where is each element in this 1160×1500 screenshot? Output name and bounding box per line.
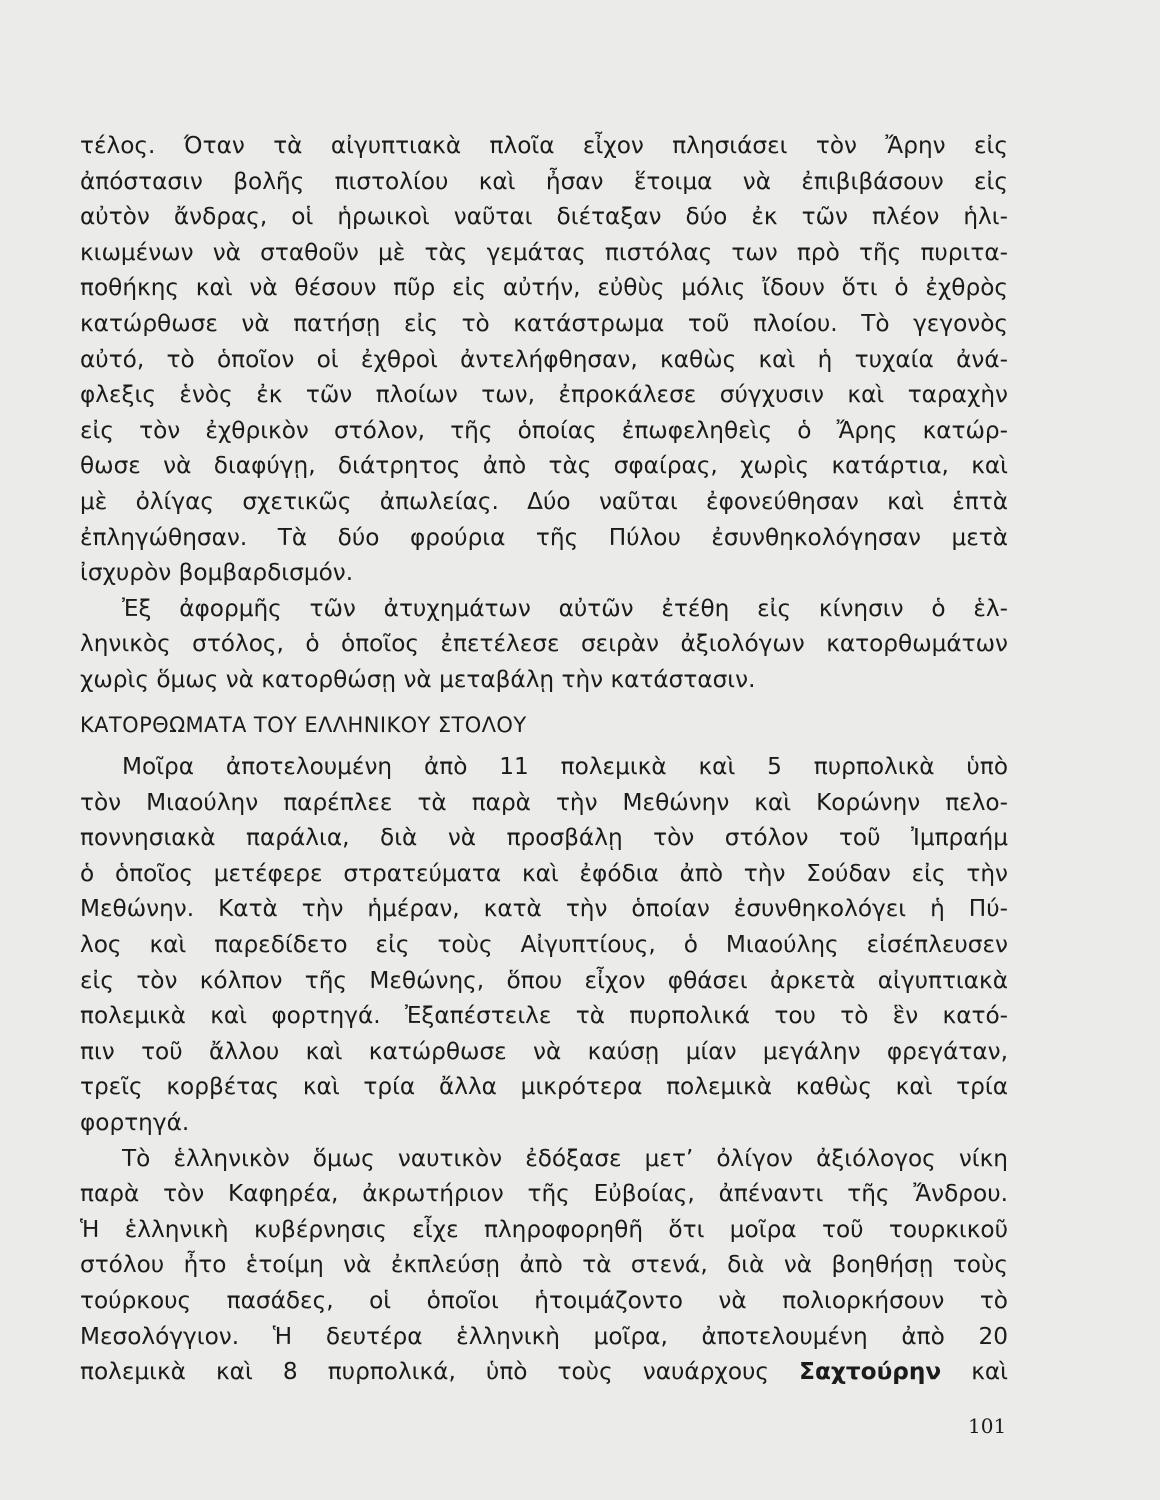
text-line: Τὸ ἑλληνικὸν ὅμως ναυτικὸν ἐδόξασε μετ’ ὀλίγον ἀξιόλογος νίκη — [122, 1144, 1008, 1172]
text-line: χωρὶς ὅμως νὰ κατορθώσῃ νὰ μεταβάλῃ τὴν κατάστασιν. — [80, 665, 756, 693]
text-line: Ἡ ἑλληνικὴ κυβέρνησις εἶχε πληροφορηθῆ ὅτι μοῖρα τοῦ τουρκικοῦ — [80, 1215, 1008, 1243]
text-line: Μεθώνην. Κατὰ τὴν ἡμέραν, κατὰ τὴν ὁποίαν ἐσυνθηκολόγει ἡ Πύ- — [80, 895, 1008, 923]
text-line: εἰς τὸν κόλπον τῆς Μεθώνης, ὅπου εἶχον φθάσει ἀρκετὰ αἰγυπτιακὰ — [80, 966, 1008, 994]
text-line: τέλος. Όταν τὰ αἰγυπτιακὰ πλοῖα εἶχον πλησιάσει τὸν Ἄρην εἰς — [80, 132, 1008, 159]
text-segment: καὶ — [971, 1358, 1009, 1386]
text-line: φλεξις ἑνὸς ἐκ τῶν πλοίων των, ἐπροκάλεσε σύγχυσιν καὶ ταραχὴν — [80, 381, 1008, 409]
text-line: αὐτό, τὸ ὁποῖον οἱ ἐχθροὶ ἀντελήφθησαν, καθὼς καὶ ἡ τυχαία ἀνά- — [80, 345, 1008, 373]
text-line: εἰς τὸν ἐχθρικὸν στόλον, τῆς ὁποίας ἐπωφεληθεὶς ὁ Ἄρης κατώρ- — [80, 416, 1008, 444]
text-line: αὐτὸν ἄνδρας, οἱ ἡρωικοὶ ναῦται διέταξαν δύο ἐκ τῶν πλέον ἡλι- — [80, 203, 1008, 231]
text-line: τὸν Μιαούλην παρέπλεε τὰ παρὰ τὴν Μεθώνην καὶ Κορώνην πελο- — [80, 788, 1008, 816]
text-line: ἐπληγώθησαν. Τὰ δύο φρούρια τῆς Πύλου ἐσυνθηκολόγησαν μετὰ — [80, 523, 1008, 551]
bold-name-sachtouris: Σαχτούρην — [799, 1358, 942, 1386]
text-segment: πολεμικὰ καὶ 8 πυρπολικά, ὑπὸ τοὺς ναυάρχους — [80, 1358, 770, 1386]
text-line: ποθήκης καὶ νὰ θέσουν πῦρ εἰς αὐτήν, εὐθὺς μόλις ἴδουν ὅτι ὁ ἐχθρὸς — [80, 274, 1008, 302]
text-line: κιωμένων νὰ σταθοῦν μὲ τὰς γεμάτας πιστόλας των πρὸ τῆς πυριτα- — [80, 238, 1008, 266]
text-line: φορτηγά. — [80, 1109, 190, 1137]
text-line: μὲ ὀλίγας σχετικῶς ἀπωλείας. Δύο ναῦται ἐφονεύθησαν καὶ ἑπτὰ — [80, 487, 1008, 515]
text-line: Μοῖρα ἀποτελουμένη ἀπὸ 11 πολεμικὰ καὶ 5 πυρπολικὰ ὑπὸ — [122, 753, 1008, 781]
text-line: τρεῖς κορβέτας καὶ τρία ἄλλα μικρότερα πολεμικὰ καθὼς καὶ τρία — [80, 1073, 1008, 1101]
text-line: πολεμικὰ καὶ φορτηγά. Ἐξαπέστειλε τὰ πυρπολικά του τὸ ἓν κατό- — [80, 1002, 1008, 1030]
text-line: Ἐξ ἀφορμῆς τῶν ἀτυχημάτων αὐτῶν ἐτέθη εἰς κίνησιν ὁ ἑλ- — [122, 594, 1008, 622]
text-line-last — [80, 1354, 1008, 1390]
text-line: κατώρθωσε νὰ πατήσῃ εἰς τὸ κατάστρωμα τοῦ πλοίου. Τὸ γεγονὸς — [80, 309, 1008, 337]
text-line: τούρκους πασάδες, οἱ ὁποῖοι ἡτοιμάζοντο νὰ πολιορκήσουν τὸ — [80, 1287, 1008, 1314]
text-line: λος καὶ παρεδίδετο εἰς τοὺς Αἰγυπτίους, ὁ Μιαούλης εἰσέπλευσεν — [80, 931, 1008, 959]
text-line: ὁ ὁποῖος μετέφερε στρατεύματα καὶ ἐφόδια ἀπὸ τὴν Σούδαν εἰς τὴν — [80, 859, 1008, 887]
text-line: πιν τοῦ ἄλλου καὶ κατώρθωσε νὰ καύσῃ μίαν μεγάλην φρεγάταν, — [80, 1037, 1008, 1065]
text-line: ποννησιακὰ παράλια, διὰ νὰ προσβάλῃ τὸν στόλον τοῦ Ἰμπραήμ — [80, 824, 1008, 852]
text-line: στόλου ἦτο ἑτοίμη νὰ ἐκπλεύσῃ ἀπὸ τὰ στενά, διὰ νὰ βοηθήσῃ τοὺς — [80, 1251, 1008, 1279]
body-text — [80, 128, 1008, 1390]
text-line: ληνικὸς στόλος, ὁ ὁποῖος ἐπετέλεσε σειρὰν ἀξιολόγων κατορθωμάτων — [80, 630, 1008, 658]
text-line: ἰσχυρὸν βομβαρδισμόν. — [80, 559, 354, 587]
text-line: θωσε νὰ διαφύγῃ, διάτρητος ἀπὸ τὰς σφαίρας, χωρὶς κατάρτια, καὶ — [80, 452, 1008, 480]
page-number: 101 — [968, 1414, 1007, 1438]
text-line: παρὰ τὸν Καφηρέα, ἀκρωτήριον τῆς Εὐβοίας, ἀπέναντι τῆς Ἄνδρου. — [80, 1180, 1008, 1208]
text-line: ἀπόστασιν βολῆς πιστολίου καὶ ἦσαν ἕτοιμα νὰ ἐπιβιβάσουν εἰς — [80, 167, 1008, 195]
text-line: Μεσολόγγιον. Ἡ δευτέρα ἑλληνικὴ μοῖρα, ἀποτελουμένη ἀπὸ 20 — [80, 1322, 1008, 1350]
section-heading: ΚΑΤΟΡΘΩΜΑΤΑ ΤΟΥ ΕΛΛΗΝΙΚΟΥ ΣΤΟΛΟΥ — [80, 712, 527, 737]
